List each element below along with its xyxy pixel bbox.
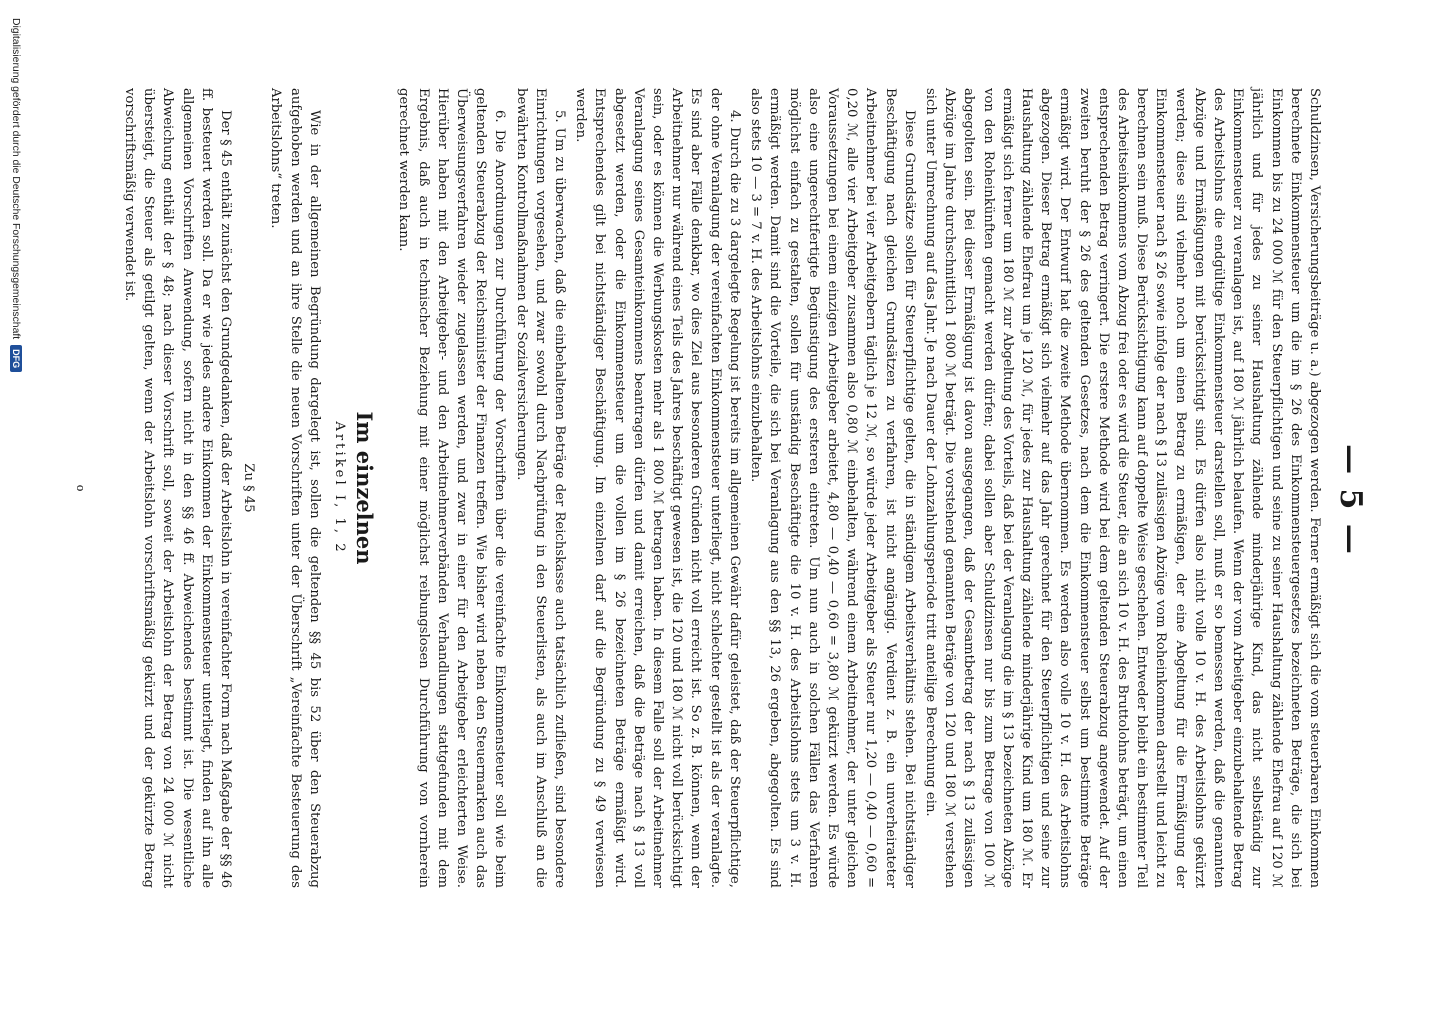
paragraph-section-45: Der § 45 enthält zunächst den Grundgedanken, daß der Arbeitslohn in vereinfachter Form nach Maßgabe der §§ 46 ff. besteuert werden soll. Da er wie jedes andere Einkommen der Einkommensteuer unterliegt, finden auf ihn alle allgemeinen Vorschriften Anwendung, sofern nicht in den §§ 46 ff. Abweichendes bestimmt ist. Die wesentliche Abweichung enthält der § 48; nach dieser Vorschrift soll, soweit der Arbeitslohn der Betrag von 24 000 ℳ nicht übersteigt, die Steuer als getilgt gelten, wenn der Arbeitslohn vorschriftsmäßig gekürzt und der gekürzte Betrag vorschriftsmäßig verwendet ist. — [122, 88, 234, 888]
digitization-footer — [10, 18, 22, 1018]
paragraph-point-4: 4. Durch die zu 3 dargelegte Regelung ist bereits im allgemeinen Gewähr dafür geleistet, daß der Steuerpflichtige, der ohne Veranlagung der vereinfachten Einkommensteuer unterliegt, nicht schlechter gestellt ist als der veranlagte. Es sind aber Fälle denkbar, wo dies Ziel aus besonderen Gründen nicht voll erreicht ist. So z. B. können, wenn der Arbeitnehmer nur während eines Teils des Jahres beschäftigt gewesen ist, die 120 und 180 ℳ nicht voll berücksichtigt sein, oder es können die Werbungskosten mehr als 1 800 ℳ betragen haben. In diesem Falle soll der Arbeitnehmer Veranlagung seines Gesamteinkommens beantragen dürfen und damit erreichen, daß die Beträge nach § 13 voll abgesetzt werden, oder die Einkommensteuer um die vollen im § 26 bezeichneten Beträge ermäßigt wird. Entsprechendes gilt bei nichtständiger Beschäftigung. Im einzelnen darf auf die Begründung zu § 49 verwiesen werden. — [573, 88, 742, 888]
paragraph-heading: Zu § 45 — [241, 463, 257, 513]
dfg-logo: DFG — [10, 345, 22, 372]
printer-signet: o — [73, 484, 87, 492]
paragraph-casual-employment: Diese Grundsätze sollen für Steuerpflichtige gelten, die in ständigem Arbeitsverhältnis stehen. Bei nichtständiger Beschäftigung nach gleichen Grundsätzen zu verfahren, ist nicht angängig. Verdient z. B. ein unverheirateter Arbeitnehmer bei vier Arbeitgebern täglich je 12 ℳ, so würde jeder Arbeitgeber als Steuer nur 1,20 — 0,40 — 0,60 = 0,20 ℳ, alle vier Arbeitgeber zusammen also 0,80 ℳ einbehalten, während einem Arbeitnehmer, der unter gleichen Voraussetzungen bei einem einzigen Arbeitgeber arbeitet, 4,80 — 0,40 — 0,60 = 3,80 ℳ gekürzt werden. Es würde also eine ungerechtfertigte Begünstigung des ersteren eintreten. Um nun auch in solchen Fällen das Verfahren möglichst einfach zu gestalten, sollen für unständig Beschäftigte die 10 v. H. des Arbeitslohns stets um 3 v. H. ermäßigt werden. Damit sind die Vorteile, die sich bei Veranlagung aus den §§ 13, 26 ergeben, abgegolten. Es sind also stets 10 — 3 = 7 v. H. des Arbeitslohns einzubehalten. — [748, 88, 917, 888]
paragraph-deductions: Schuldzinsen, Versicherungsbeiträge u. a.) abgezogen werden. Ferner ermäßigt sich die vom steuerbaren Einkommen berechnete Einkommensteuer um die im § 26 des Einkommensteuergesetzes bezeichneten Beträge, die sich bei Einkommen bis zu 24 000 ℳ für den Steuerpflichtigen und seine zu seiner Haushaltung zählende Ehefrau auf 120 ℳ jährlich und für jedes zu seiner Haushaltung zählende minderjährige Kind, das nicht selbständig zur Einkommensteuer zu veranlagen ist, auf 180 ℳ jährlich belaufen. Wenn der vom Arbeitgeber einzubehaltende Betrag des Arbeitslohns die endgültige Einkommensteuer darstellen soll, muß er so bemessen werden, daß die genannten Abzüge und Ermäßigungen mit berücksichtigt sind. Es dürfen also nicht volle 10 v. H. des Arbeitslohns gekürzt werden; diese sind vielmehr noch um einen Betrag zu ermäßigen, der eine Abgeltung für die Ermäßigung der Einkommensteuer nach § 26 sowie infolge der nach § 13 zulässigen Abzüge vom Roheinkommen darstellt und leicht zu berechnen sein muß. Diese Berücksichtigung kann auf doppelte Weise geschehen. Entweder bleibt ein bestimmter Teil des Arbeitseinkommens vom Abzug frei oder es wird die Steuer, die an sich 10 v. H. des Bruttolohns beträgt, um einen entsprechenden Betrag verringert. Die erstere Methode wird bei dem geltenden Steuerabzug angewendet. Auf der zweiten beruht der § 26 des geltenden Gesetzes, nach dem die Einkommensteuer selbst um bestimmte Beträge ermäßigt wird. Der Entwurf hat die zweite Methode übernommen. Es werden also volle 10 v. H. des Arbeitslohns abgezogen. Dieser Betrag ermäßigt sich vielmehr auf das Jahr gerechnet für den Steuerpflichtigen und seine zur Haushaltung zählende Ehefrau um je 120 ℳ, für jedes zur Haushaltung zählende minderjährige Kind um 180 ℳ. Er ermäßigt sich ferner um 180 ℳ zur Abgeltung des Vorteils, daß bei der Veranlagung die im § 13 bezeichneten Abzüge von den Roheinkünften gemacht werden dürfen; dabei sollen aber Schuldzinsen nur bis zum Betrage von 100 ℳ abgegolten sein. Bei dieser Ermäßigung ist davon ausgegangen, daß der Gesamtbetrag der nach § 13 zulässigen Abzüge im Jahre durchschnittlich 1 800 ℳ beträgt. Die vorstehend genannten Beträge von 120 und 180 ℳ verstehen sich unter Umrechnung auf das Jahr. Je nach Dauer der Lohnzahlungsperiode tritt anteilige Berechnung ein. — [922, 88, 1322, 888]
paragraph-article-intro: Wie in der allgemeinen Begründung dargelegt ist, sollen die geltenden §§ 45 bis 52 über den Steuerabzug aufgehoben werden und an ihre Stelle die neuen Vorschriften unter der Überschrift „Vereinfachte Besteuerung des Arbeitslohns“ treten. — [268, 88, 322, 888]
page-body — [71, 88, 1324, 888]
footer-text: Digitalisierung gefördert durch die Deutsche Forschungsgemeinschaft — [10, 18, 22, 340]
page-number: — 5 — — [1333, 444, 1368, 556]
paragraph-point-6: 6. Die Anordnungen zur Durchführung der Vorschriften über die vereinfachte Einkommensteuer soll wie beim geltenden Steuerabzug der Reichsminister der Finanzen treffen. Wie bisher wird neben den Steuermarken auch das Überweisungsverfahren wieder zugelassen werden, und zwar in einer für den Arbeitgeber erleichterten Weise. Hierüber haben mit den Arbeitgeber- und den Arbeitnehmerverbänden Verhandlungen stattgefunden mit dem Ergebnis, daß auch in technischer Beziehung mit einer möglichst reibungslosen Durchführung von vornherein gerechnet werden kann. — [396, 88, 508, 888]
article-heading: Artikel I, 1, 2 — [332, 421, 348, 555]
paragraph-point-5: 5. Um zu überwachen, daß die einbehaltenen Beträge der Reichskasse auch tatsächlich zufließen, sind besondere Einrichtungen vorgesehen, und zwar sowohl durch Nachprüfung in den Steuerlisten, als auch im Anschluß an die bewährten Kontrollmaßnahmen der Sozialversicherungen. — [513, 88, 568, 888]
section-title: Im einzelnen — [352, 411, 378, 565]
